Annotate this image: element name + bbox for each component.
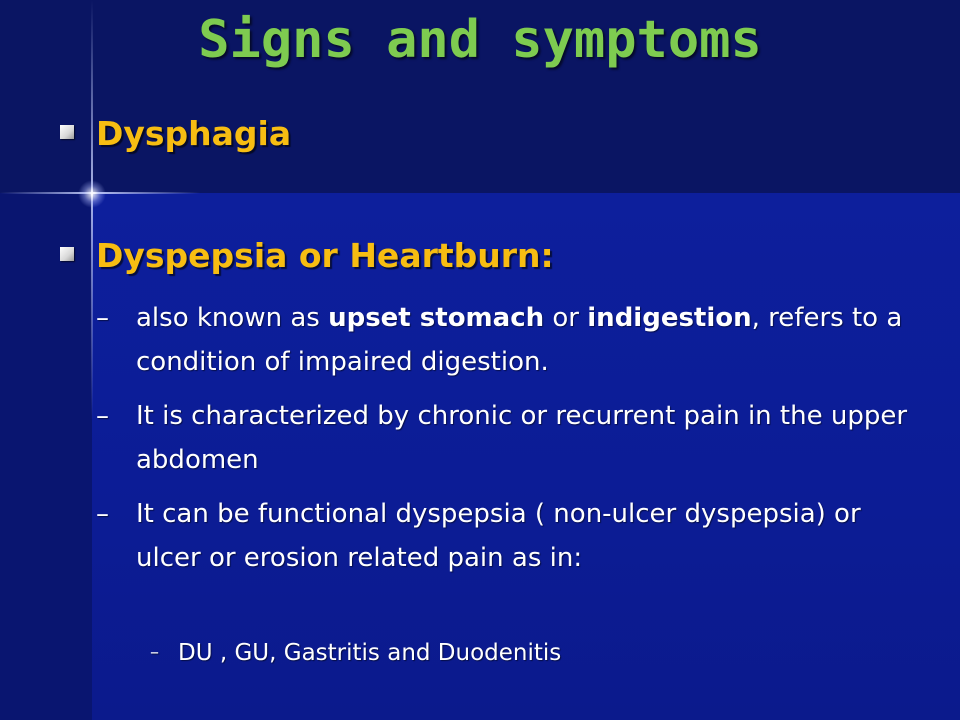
- bold-term-upset-stomach: upset stomach: [328, 303, 545, 333]
- star-flare-glow: [78, 180, 106, 208]
- sub-item-text: It is characterized by chronic or recurrent pain in the upper abdomen: [136, 401, 908, 475]
- dash-marker: –: [96, 499, 109, 529]
- bullet-dysphagia: [60, 114, 291, 153]
- square-bullet-icon: [60, 125, 74, 139]
- sub-sub-item-text: DU , GU, Gastritis and Duodenitis: [178, 640, 562, 666]
- bullet-dyspepsia: [60, 236, 554, 275]
- dash-marker: –: [150, 642, 159, 663]
- sub-item-text: It can be functional dyspepsia ( non-ulcer dyspepsia) or ulcer or erosion related pain as in:: [136, 499, 861, 573]
- square-bullet-icon: [60, 247, 74, 261]
- dash-marker: –: [96, 401, 109, 431]
- sub-item-text: [136, 296, 916, 384]
- sub-item-definition: [96, 296, 916, 384]
- dash-marker: –: [96, 303, 109, 333]
- sub-item-types: [96, 492, 916, 580]
- text-run: or: [544, 303, 588, 333]
- slide-title: Signs and symptoms: [198, 10, 762, 70]
- bullet-label: Dysphagia: [96, 114, 292, 153]
- text-run: also known as: [136, 303, 329, 333]
- bullet-label: Dyspepsia or Heartburn:: [96, 236, 554, 275]
- sub-sub-item-examples: [150, 636, 910, 670]
- sub-item-characterization: [96, 394, 916, 482]
- text-run: , refers to a condition of impaired digestion.: [136, 303, 903, 377]
- bold-term-indigestion: indigestion: [587, 303, 752, 333]
